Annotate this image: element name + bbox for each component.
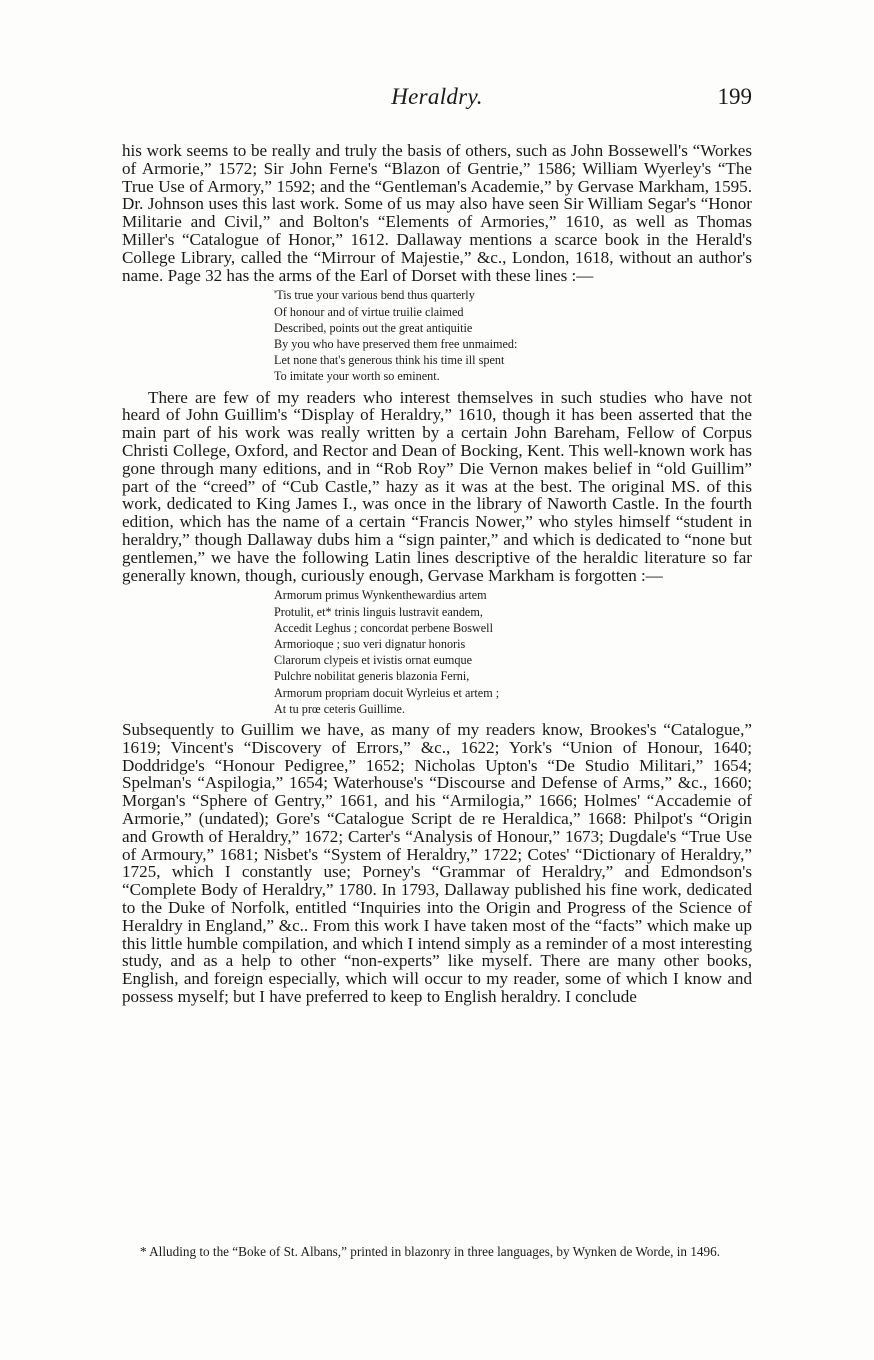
verse-block-latin — [274, 587, 752, 717]
verse-line: At tu prœ ceteris Guillime. — [274, 701, 405, 716]
page-header — [0, 84, 874, 118]
verse-line: Armorioque ; suo veri dignatur honoris — [274, 636, 466, 651]
paragraph-3: Subsequently to Guillim we have, as many of my readers know, Brookes's “Catalogue,” 1619; Vincent's “Discovery of Errors,” &c., 1622; York's “Union of Honour, 1640; Doddridge's “Honour Pedigree,” 1652; Nicholas Upton's “De Studio Militari,” 1654; Spelman's “Aspilogia,” 1654; Waterhouse's “Discourse and Defense of Arms,” &c., 1660; Morgan's “Sphere of Gentry,” 1661, and his “Armilogia,” 1666; Holmes' “Accademie of Armorie,” (undated); Gore's “Catalogue Script de re Heraldica,” 1668: Philpot's “Origin and Growth of Heraldry,” 1672; Carter's “Analysis of Honour,” 1673; Dugdale's “True Use of Armoury,” 1681; Nisbet's “System of Heraldry,” 1722; Cotes' “Dictionary of Heraldry,” 1725, which I constantly use; Porney's “Grammar of Heraldry,” and Edmondson's “Complete Body of Heraldry,” 1780. In 1793, Dallaway published his fine work, dedicated to the Duke of Norfolk, entitled “Inquiries into the Origin and Progress of the Science of Heraldry in England,” &c.. From this work I have taken most of the “facts” which make up this little humble compilation, and which I intend simply as a reminder of a most interesting study, and as a help to other “non-experts” like myself. There are many other books, English, and foreign especially, which will occur to my reader, some of which I know and possess myself; but I have preferred to keep to English heraldry. I conclude — [122, 719, 752, 1006]
verse-line: Protulit, et* trinis linguis lustravit eandem, — [274, 604, 483, 619]
body-text — [122, 142, 752, 1006]
verse-line: 'Tis true your various bend thus quarterly — [274, 288, 475, 303]
verse-line: Described, points out the great antiquitie — [274, 320, 473, 335]
verse-block-english — [274, 287, 752, 384]
verse-line: Armorum primus Wynkenthewardius artem — [274, 588, 487, 603]
verse-line: Armorum propriam docuit Wyrleius et artem ; — [274, 685, 500, 700]
page-number: 199 — [717, 84, 752, 109]
verse-line: Clarorum clypeis et ivistis ornat eumque — [274, 653, 473, 668]
paragraph-2: There are few of my readers who interest themselves in such studies who have not heard of John Guillim's “Display of Heraldry,” 1610, though it has been asserted that the main part of his work was really written by a certain John Bareham, Fellow of Corpus Christi College, Oxford, and Rector and Dean of Bocking, Kent. This well-known work has gone through many editions, and in “Rob Roy” Die Vernon makes belief in “old Guillim” part of the “creed” of “Cub Castle,” hazy as it was at the best. The original MS. of this work, dedicated to King James I., was once in the library of Naworth Castle. In the fourth edition, which has the name of a certain “Francis Nower,” who styles himself “student in heraldry,” though Dallaway dubs him a “sign painter,” and which is dedicated to “none but gentlemen,” we have the following Latin lines descriptive of the heraldic literature so far generally known, though, curiously enough, Gervase Markham is forgotten :— — [122, 387, 752, 585]
verse-line: Of honour and of virtue truilie claimed — [274, 304, 464, 319]
footnote: * Alluding to the “Boke of St. Albans,” printed in blazonry in three languages, by Wynken de Worde, in 1496. — [140, 1244, 720, 1259]
verse-line: Accedit Leghus ; concordat perbene Boswell — [274, 620, 493, 635]
running-title: Heraldry. — [391, 84, 483, 109]
verse-line: By you who have preserved them free unmaimed: — [274, 336, 518, 351]
verse-line: Let none that's generous think his time ill spent — [274, 353, 505, 368]
verse-line: Pulchre nobilitat generis blazonia Ferni, — [274, 669, 470, 684]
verse-line: To imitate your worth so eminent. — [274, 369, 440, 384]
paragraph-1: his work seems to be really and truly the basis of others, such as John Bossewell's “Workes of Armorie,” 1572; Sir John Ferne's “Blazon of Gentrie,” 1586; William Wyerley's “The True Use of Armory,” 1592; and the “Gentleman's Academie,” by Gervase Markham, 1595. Dr. Johnson uses this last work. Some of us may also have seen Sir William Segar's “Honor Militarie and Civil,” and Bolton's “Elements of Armories,” 1610, as well as Thomas Miller's “Catalogue of Honor,” 1612. Dallaway mentions a scarce book in the Herald's College Library, called the “Mirrour of Majestie,” &c., London, 1618, without an author's name. Page 32 has the arms of the Earl of Dorset with these lines :— — [122, 141, 752, 285]
